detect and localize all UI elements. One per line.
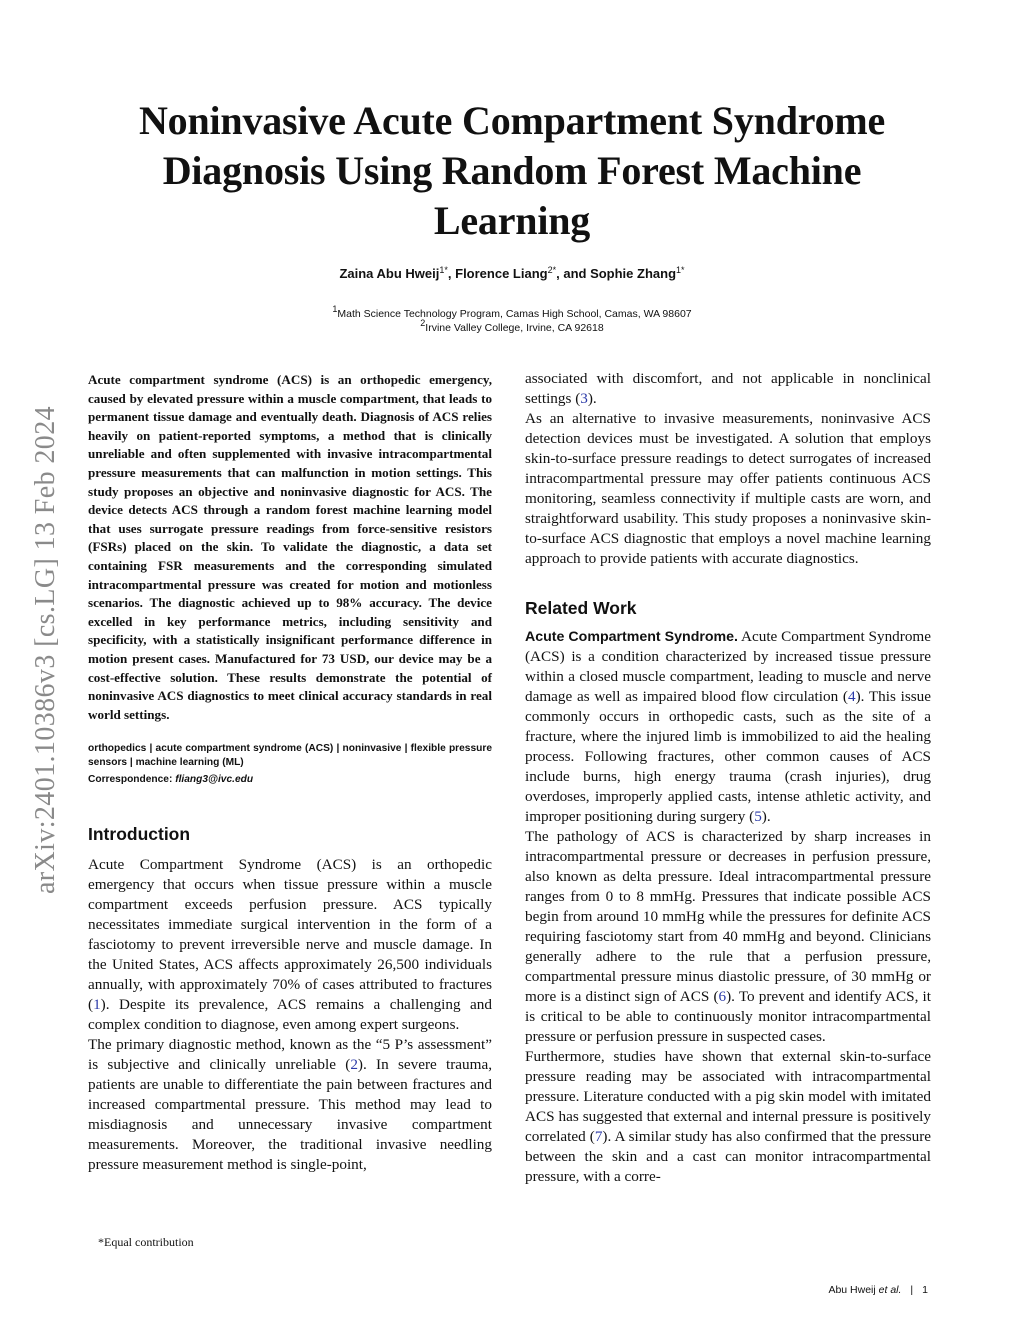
footnote: *Equal contribution (98, 1235, 194, 1249)
abstract: Acute compartment syndrome (ACS) is an orthopedic emergency, caused by elevated pressure within a muscle compartment, that leads to permanent tissue damage and eventually death. Diagnosis of ACS relies heavily on patient-reported symptoms, a method that is clinically unreliable and often supplemented with invasive intracompartmental pressure measurements that can malfunction in motion settings. This study proposes an objective and noninvasive diagnostic for ACS. The device detects ACS through a random forest machine learning model that uses surrogate pressure readings from force-sensitive resistors (FSRs) placed on the skin. To validate the diagnostic, a data set containing FSR measurements and the corresponding simulated intracompartmental pressure was created for motion and motionless scenarios. The diagnostic achieved up to 98% accuracy. The device excelled in key performance metrics, including sensitivity and specificity, with a statistically insignificant performance difference in motion present cases. Manufactured for 73 USD, our device may be a cost-effective solution. These results demonstrate the potential of noninvasive ACS diagnostics to meet clinical accuracy standards in real world settings. (88, 372, 492, 722)
citation-link[interactable]: 7 (594, 1128, 603, 1145)
arxiv-sidebar (28, 355, 64, 945)
related-paragraph-2: The pathology of ACS is characterized by sharp increases in intracompartmental pressure or decreases in perfusion pressure, also known as delta pressure. Ideal intracompartmental pressure ranges from 0 to 8 mmHg. Pressures that indicate possible ACS begin from around 10 mmHg while the pressures for definite ACS requiring fasciotomy start from 40 mmHg and beyond. Clinicians generally adhere to the rule that a perfusion pressure, compartmental pressure minus diastolic pressure, of 30 mmHg or more is a distinct sign of ACS (6). To prevent and identify ACS, it is critical to be able to continuously monitor intracompartmental pressure or perfusion pressure in suspected cases. (525, 828, 931, 1045)
intro-paragraph-2: The primary diagnostic method, known as the “5 P’s assessment” is subjective and clinically unreliable (2). In severe trauma, patients are unable to differentiate the pain between fractures and increased compartmental pressure. This method may lead to misdiagnosis and unnecessary invasive compartment measurements. Moreover, the traditional invasive needling pressure measurement method is single-point, (88, 1035, 492, 1173)
section-heading-introduction: Introduction (88, 823, 191, 844)
citation-link[interactable]: 1 (93, 995, 101, 1013)
footer-author: Abu Hweij (828, 1284, 879, 1296)
citation-link[interactable]: 3 (580, 390, 588, 407)
intro-paragraph-2-continued: associated with discomfort, and not applicable in nonclinical settings (3). (525, 370, 931, 407)
citation-link[interactable]: 4 (847, 688, 856, 705)
correspondence-label: Correspondence: (88, 774, 176, 786)
arxiv-identifier: arXiv:2401.10386v3 [cs.LG] 13 Feb 2024 (30, 405, 61, 895)
left-column (88, 371, 492, 1175)
related-paragraph-3: Furthermore, studies have shown that external skin-to-surface pressure reading may be associated with intracompartmental pressure. Literature conducted with a pig skin model with imitated ACS has suggested that external and internal pressure is positively correlated (7). A similar study has also confirmed that the pressure between the skin and a cast can monitor intracompartmental pressure, with a corre- (525, 1048, 932, 1185)
related-paragraph-1: Acute Compartment Syndrome. Acute Compartment Syndrome (ACS) is a condition characterized by increased tissue pressure within a closed muscle compartment, leading to muscle and nerve damage as well as impaired blood flow circulation (4). This issue commonly occurs in orthopedic casts, such as the site of a fracture, where the injured limb is immobilized to aid the healing process. Following fractures, other common causes of ACS include burns, high energy trauma (crash injuries), drug overdoses, improperly applied casts, intense athletic activity, and improper positioning during surgery (5). (525, 628, 931, 825)
affiliation-mark: 1 (332, 304, 338, 314)
author-name: Florence Liang (455, 266, 548, 281)
footer-separator: | (910, 1284, 914, 1296)
correspondence (88, 773, 492, 787)
affiliation-line (100, 304, 924, 321)
author-affiliation-mark: 2* (547, 265, 557, 275)
affiliation-mark: 2 (420, 318, 426, 328)
intro-paragraph-1: Acute Compartment Syndrome (ACS) is an orthopedic emergency that occurs when tissue pressure within a muscle compartment exceeds perfusion pressure. ACS typically necessitates immediate surgical intervention in the form of a fasciotomy to prevent irreversible nerve and muscle damage. In the United States, ACS affects approximately 26,500 individuals annually, with approximately 70% of cases attributed to fractures (1). Despite its prevalence, ACS remains a challenging and complex condition to diagnose, even among expert surgeons. (88, 855, 492, 1033)
subsection-runin-heading: Acute Compartment Syndrome. (525, 629, 738, 645)
author-separator: , and (556, 266, 591, 281)
citation-link[interactable]: 6 (718, 988, 727, 1005)
section-heading-related-work: Related Work (525, 598, 637, 618)
footer-etal: et al. (878, 1284, 902, 1296)
right-column (525, 369, 931, 1187)
intro-paragraph-3: As an alternative to invasive measurements, noninvasive ACS detection devices must be investigated. A solution that employs skin-to-surface pressure readings to detect surrogates of increased intracompartmental pressure may offer patients continuous ACS monitoring, seamless connectivity if multiple casts are worn, and straightforward usability. This study proposes a noninvasive skin-to-surface ACS diagnostic that employs a novel machine learning approach to provide patients with accurate diagnostics. (525, 410, 931, 567)
paper-title: Noninvasive Acute Compartment Syndrome Diagnosis Using Random Forest Machine Learning (138, 98, 886, 243)
affiliation-text: Irvine Valley College, Irvine, CA 92618 (425, 322, 604, 334)
affiliation-line (100, 318, 924, 335)
affiliations (100, 304, 924, 335)
author-name: Zaina Abu Hweij (339, 266, 440, 281)
author-separator: , (447, 266, 456, 281)
citation-link[interactable]: 5 (754, 808, 762, 825)
keywords: orthopedics | acute compartment syndrome (ACS) | noninvasive | flexible pressure sensors | machine learning (ML) (88, 743, 492, 768)
citation-link[interactable]: 2 (350, 1055, 358, 1073)
author-list (100, 266, 924, 281)
correspondence-email: fliang3@ivc.edu (175, 774, 254, 786)
author-affiliation-mark: 1* (676, 265, 685, 275)
page-number: 1 (922, 1284, 928, 1296)
affiliation-text: Math Science Technology Program, Camas High School, Camas, WA 98607 (337, 308, 692, 320)
author-affiliation-mark: 1* (439, 265, 448, 275)
page-footer (828, 1284, 928, 1296)
author-name: Sophie Zhang (590, 266, 677, 281)
